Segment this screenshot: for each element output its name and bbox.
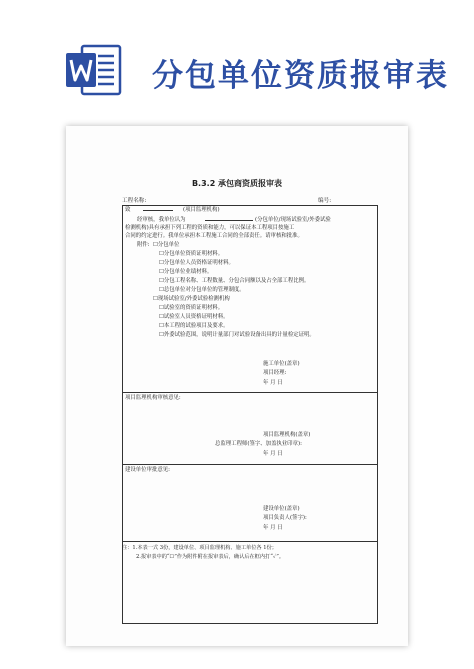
line1-b: (分包单位/现场试验室/外委试验 bbox=[255, 217, 331, 223]
approval-form bbox=[122, 205, 378, 624]
banner bbox=[0, 0, 474, 125]
line1-a: 经审核，我单位认为 bbox=[137, 217, 186, 223]
group2-item: ☐试验室的资质证明材料。 bbox=[159, 305, 224, 311]
group2-item: ☐试验室人员资格证明材料。 bbox=[159, 314, 229, 320]
divider bbox=[123, 464, 377, 465]
supervisor-seal: 项目监理机构(盖章) bbox=[263, 432, 311, 438]
group1-item: ☐总包单位对分包单位的管理制度。 bbox=[159, 287, 245, 293]
word-document-icon bbox=[64, 42, 122, 98]
group1-title: ☐分包单位 bbox=[153, 242, 180, 248]
note-2: 2.报审表中的“☐”作为附件附在报审表后，确认后在框内打“✓”。 bbox=[136, 554, 285, 560]
section1-date: 年 月 日 bbox=[263, 380, 283, 386]
document-page bbox=[66, 126, 408, 646]
banner-title: 分包单位资质报审表 bbox=[152, 58, 449, 94]
line2: 检测机构)具有承担下列工程的资质和能力，可以保证本工程项目按施工 bbox=[125, 225, 295, 231]
owner-seal: 建设单位(盖章) bbox=[263, 506, 300, 512]
attachments-label: 附件: bbox=[137, 242, 150, 248]
contractor-seal: 施工单位(盖章) bbox=[263, 361, 300, 367]
divider bbox=[123, 392, 377, 393]
line3: 合同的约定进行。我单位承担本工程施工合同的全部责任。请审核和批准。 bbox=[125, 233, 303, 239]
project-name-label: 工程名称: bbox=[122, 198, 147, 204]
addressee-blank bbox=[143, 210, 173, 211]
group1-item: ☐分包单位资质证明材料。 bbox=[159, 251, 224, 257]
number-label: 编号: bbox=[318, 198, 332, 204]
unit-blank bbox=[205, 220, 253, 221]
divider bbox=[123, 541, 377, 542]
note-1: 注：1.本表一式 3份，建设单位、项目监理机构、施工单位各 1份； bbox=[122, 545, 277, 551]
section3-date: 年 月 日 bbox=[263, 525, 283, 531]
addressee-suffix: (项目监理机构) bbox=[183, 207, 220, 213]
group2-title: ☐现场试验室/外委试验检测机构 bbox=[153, 296, 230, 302]
document-heading: B.3.2 承包商资质报审表 bbox=[191, 179, 283, 188]
owner-responsible-sign: 项目负责人(签字): bbox=[263, 515, 307, 521]
project-manager-sign: 项目经理: bbox=[263, 370, 287, 376]
group1-item: ☐分包单位人员资格证明材料。 bbox=[159, 260, 234, 266]
group2-item: ☐外委试验范围，说明计量部门对试验设备出具的计量检定证明。 bbox=[159, 332, 315, 338]
group1-item: ☐分包单位业绩材料。 bbox=[159, 269, 213, 275]
group2-item: ☐本工程的试验项目及要求。 bbox=[159, 323, 229, 329]
owner-opinion-label: 建设单位审批意见: bbox=[125, 467, 170, 473]
addressee-prefix: 致 bbox=[125, 207, 131, 213]
supervisor-opinion-label: 项目监理机构审核意见: bbox=[125, 395, 181, 401]
section2-date: 年 月 日 bbox=[263, 451, 283, 457]
chief-supervisor-sign: 总监理工程师(签字、加盖执业印章): bbox=[215, 441, 302, 447]
group1-item: ☐分包工程名称、工程数量、分包合同额以及占全部工程比例。 bbox=[159, 278, 310, 284]
